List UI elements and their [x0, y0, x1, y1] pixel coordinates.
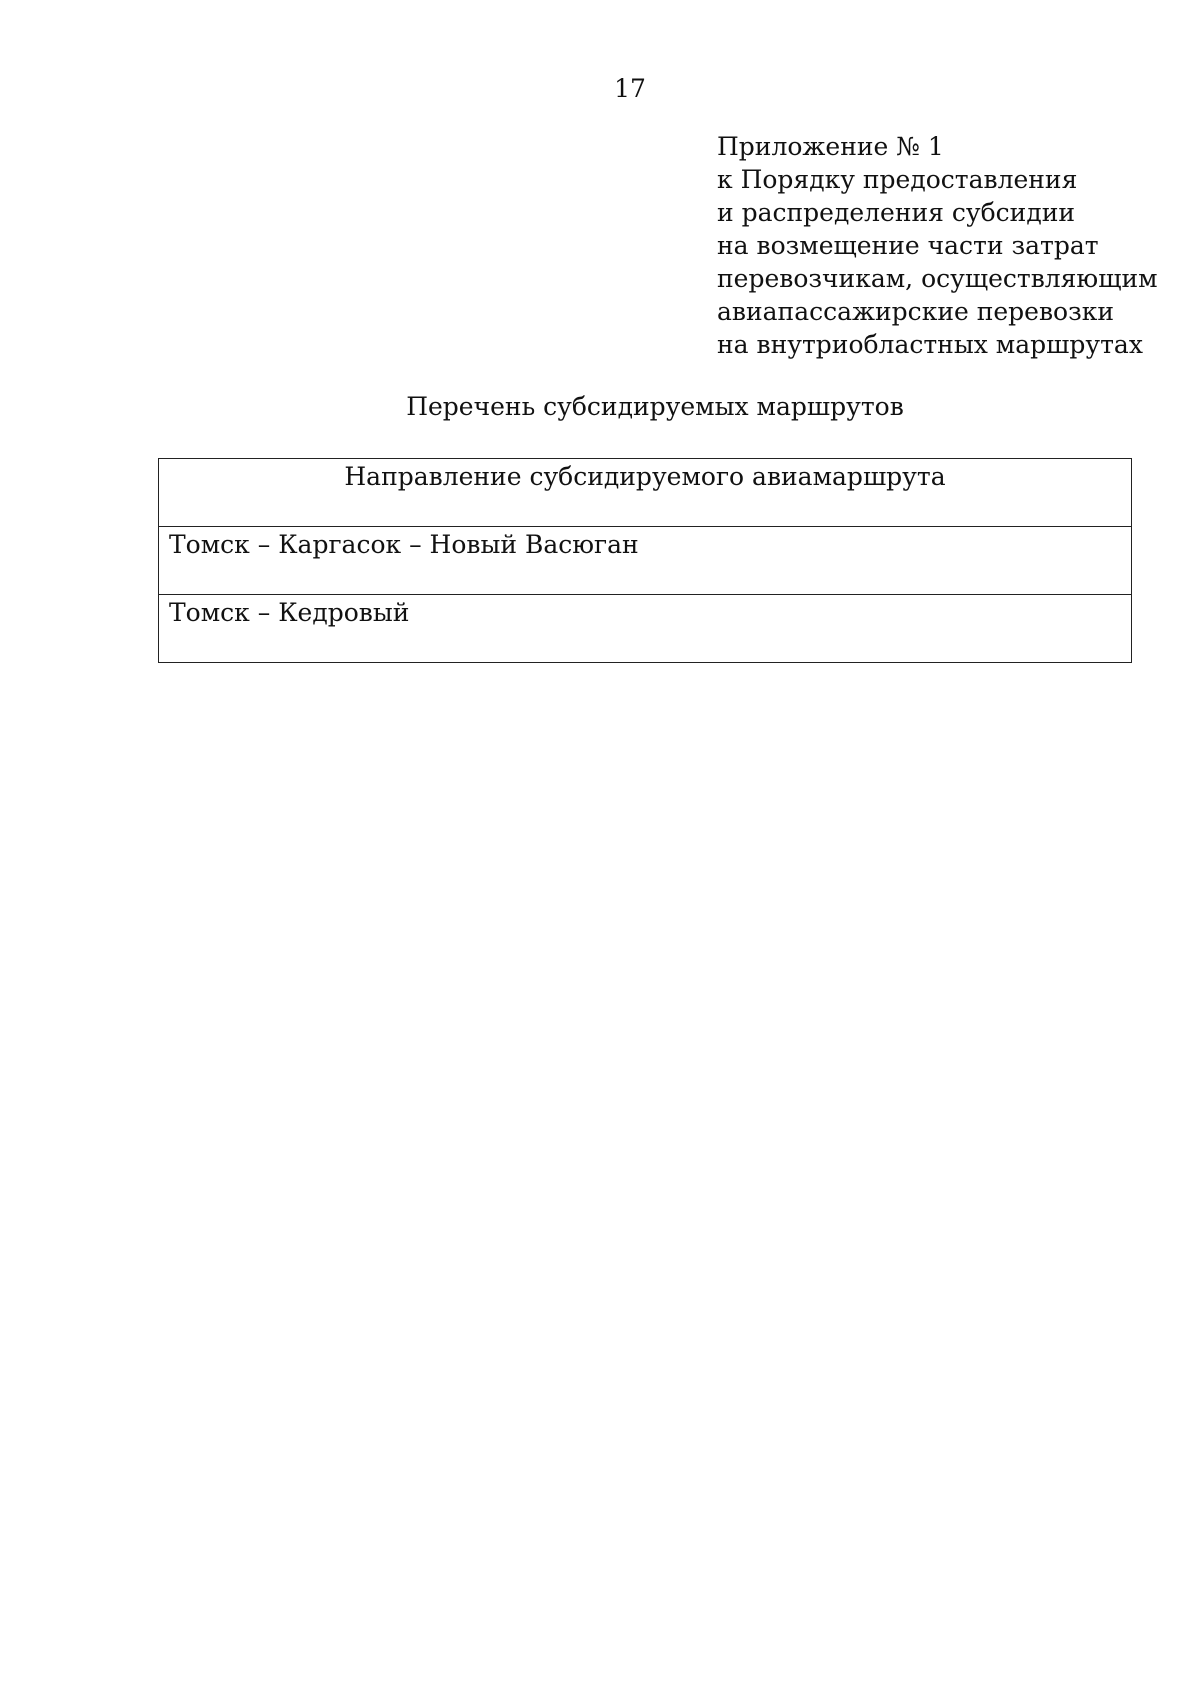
appendix-line: перевозчикам, осуществляющим — [717, 264, 1158, 293]
document-title: Перечень субсидируемых маршрутов — [406, 392, 904, 421]
routes-table — [158, 458, 1132, 663]
appendix-line: к Порядку предоставления — [717, 165, 1078, 194]
route-cell: Томск – Каргасок – Новый Васюган — [159, 527, 1132, 595]
appendix-line: Приложение № 1 — [717, 132, 944, 161]
table-row — [159, 527, 1132, 595]
appendix-line: и распределения субсидии — [717, 198, 1076, 227]
page-number: 17 — [614, 74, 646, 103]
appendix-heading-block — [717, 130, 1177, 361]
route-cell: Томск – Кедровый — [159, 595, 1132, 663]
column-header-route-direction: Направление субсидируемого авиамаршрута — [159, 459, 1132, 527]
appendix-line: на внутриобластных маршрутах — [717, 330, 1143, 359]
appendix-line: на возмещение части затрат — [717, 231, 1099, 260]
table-header-row — [159, 459, 1132, 527]
appendix-line: авиапассажирские перевозки — [717, 297, 1115, 326]
table-row — [159, 595, 1132, 663]
